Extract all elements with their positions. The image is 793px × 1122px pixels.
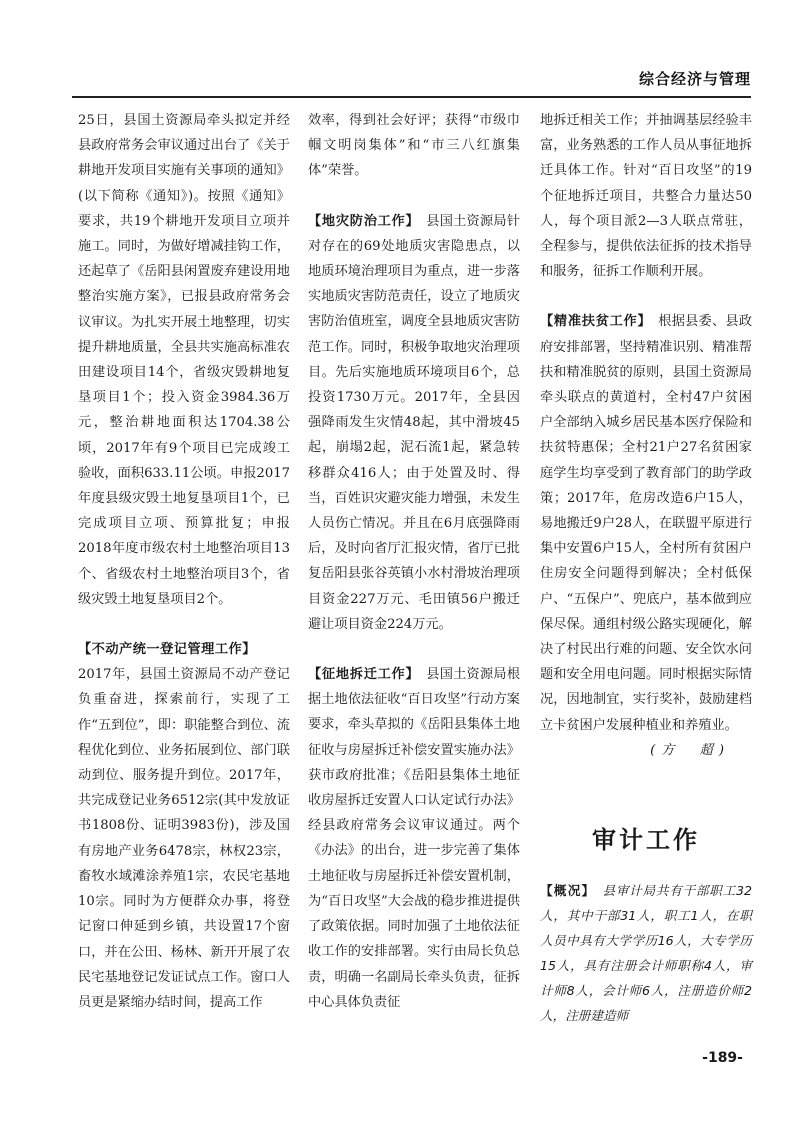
audit-overview <box>540 878 752 1038</box>
page-number: -189- <box>702 1050 743 1066</box>
paragraph-poverty-alleviation <box>540 309 752 737</box>
section-title-audit: 审计工作 <box>592 825 700 854</box>
section-tag-disaster: 【地灾防治工作】 <box>308 213 413 229</box>
column-1 <box>78 108 290 1010</box>
column-2 <box>308 108 521 1010</box>
header-rule <box>72 96 751 98</box>
paragraph-acquisition-cont: 地拆迁相关工作；并抽调基层经验丰富，业务熟悉的工作人员从事征地拆迁具体工作。针对“百日攻坚”的19个征地拆迁项目，共整合力量达50人，每个项目派2—3人联点常驻，全程参与，提供依法征拆的技术指导和服务，征拆工作顺利开展。 <box>540 113 752 280</box>
paragraph-real-estate-registration <box>78 637 290 1015</box>
paragraph-disaster-text: 县国土资源局针对存在的69处地质灾害隐患点，以地质环境治理项目为重点，进一步落实地质灾害防范责任，设立了地质灾害防治值班室，调度全县地质灾害防范工作。同时，积极争取地灾治理项目。先后实施地质环境项目6个，总投资1730万元。2017年，全县因强降雨发生灾情48起，其中滑坡45起，崩塌2起，泥石流1起，紧急转移群众416人；由于处置及时、得当，百姓识灾避灾能力增强，未发生人员伤亡情况。并且在6月底强降雨后，及时向省厅汇报灾情，省厅已批复岳阳县张谷英镇小水村滑坡治理项目资金227万元、毛田镇56户搬迁避让项目资金224万元。 <box>308 213 521 632</box>
paragraph-land-acquisition <box>308 662 520 1015</box>
section-tag-real-estate: 【不动产统一登记管理工作】 <box>78 642 256 658</box>
paragraph-registration-cont: 效率，得到社会好评；获得“市级巾帼文明岗集体”和“市三八红旗集体”荣誉。 <box>308 113 520 179</box>
paragraph-poverty-text: 根据县委、县政府安排部署，坚持精准识别、精准帮扶和精准脱贫的原则，县国土资源局牵头联点的黄道村，全村47户贫困户全部纳入城乡居民基本医疗保险和扶贫特惠保；全村21户27名贫困家庭学生均享受到了教育部门的助学政策；2017年，危房改造6户15人，易地搬迁9户28人，在联盟平原进行集中安置6户15人，全村所有贫困户住房安全问题得到解决；全村低保户、“五保户”、兜底户，基本做到应保尽保。通组村级公路实现硬化，解决了村民出行难的问题、安全饮水问题和安全用电问题。同时根据实际情况，因地制宜，实行奖补，鼓励建档立卡贫困户发展种植业和养殖业。 <box>540 314 753 733</box>
column-3 <box>540 108 752 828</box>
section-tag-poverty: 【精准扶贫工作】 <box>540 314 645 330</box>
author-credit: (方 超) <box>650 742 730 758</box>
section-tag-land-acquisition: 【征地拆迁工作】 <box>308 667 413 683</box>
header-title: 综合经济与管理 <box>638 70 751 88</box>
section-tag-overview: 【概况】 <box>540 883 590 898</box>
paragraph-disaster-prevention <box>308 209 520 637</box>
paragraph-real-estate-text: 2017年，县国土资源局不动产登记负重奋进，探索前行，实现了工作“五到位”，即：职能整合到位、流程优化到位、业务拓展到位、部门联动到位、服务提升到位。2017年，共完成登记业务6512宗(其中发放证书1808份、证明3983份)，涉及国有房地产业务6478宗，林权23宗，畜牧水域滩涂养殖1宗，农民宅基地10宗。同时为方便群众办事，将登记窗口伸延到乡镇，共设置17个窗口，并在公田、杨林、新开开展了农民宅基地登记发证试点工作。窗口人员更是紧缩办结时间，提高工作 <box>78 667 290 1010</box>
paragraph-land-acquisition-text: 县国土资源局根据土地依法征收“百日攻坚”行动方案要求，牵头草拟的《岳阳县集体土地征收与房屋拆迁补偿安置实施办法》获市政府批准；《岳阳县集体土地征收房屋拆迁安置人口认定试行办法》经县政府常务会议审议通过。两个《办法》的出台，进一步完善了集体土地征收与房屋拆迁补偿安置机制，为“百日攻坚”大会战的稳步推进提供了政策依据。同时加强了土地依法征收工作的安排部署。实行由局长负总责，明确一名副局长牵头负责，征拆中心具体负责征 <box>308 667 521 1010</box>
paragraph-farmland: 25日，县国土资源局牵头拟定并经县政府常务会审议通过出台了《关于耕地开发项目实施有关事项的通知》(以下简称《通知》)。按照《通知》要求，共19个耕地开发项目立项并施工。同时，为做好增减挂钩工作，还起草了《岳阳县闲置废弃建设用地整治实施方案》，已报县政府常务会议审议。为扎实开展土地整理，切实提升耕地质量，全县共实施高标准农田建设项目14个，省级灾毁耕地复垦项目1个；投入资金3984.36万元，整治耕地面积达1704.38公顷，2017年有9个项目已完成竣工验收，面积633.11公顷。申报2017年度县级灾毁土地复垦项目1个，已完成项目立项、预算批复；申报2018年度市级农村土地整治项目13个、省级农村土地整治项目3个，省级灾毁土地复垦项目2个。 <box>78 113 290 607</box>
audit-overview-text: 县审计局共有干部职工32人，其中干部31人，职工1人，在职人员中具有大学学历16人，大专学历15人，具有注册会计师职称4人，审计师8人，会计师6人，注册造价师2人，注册建造师 <box>540 883 753 1023</box>
